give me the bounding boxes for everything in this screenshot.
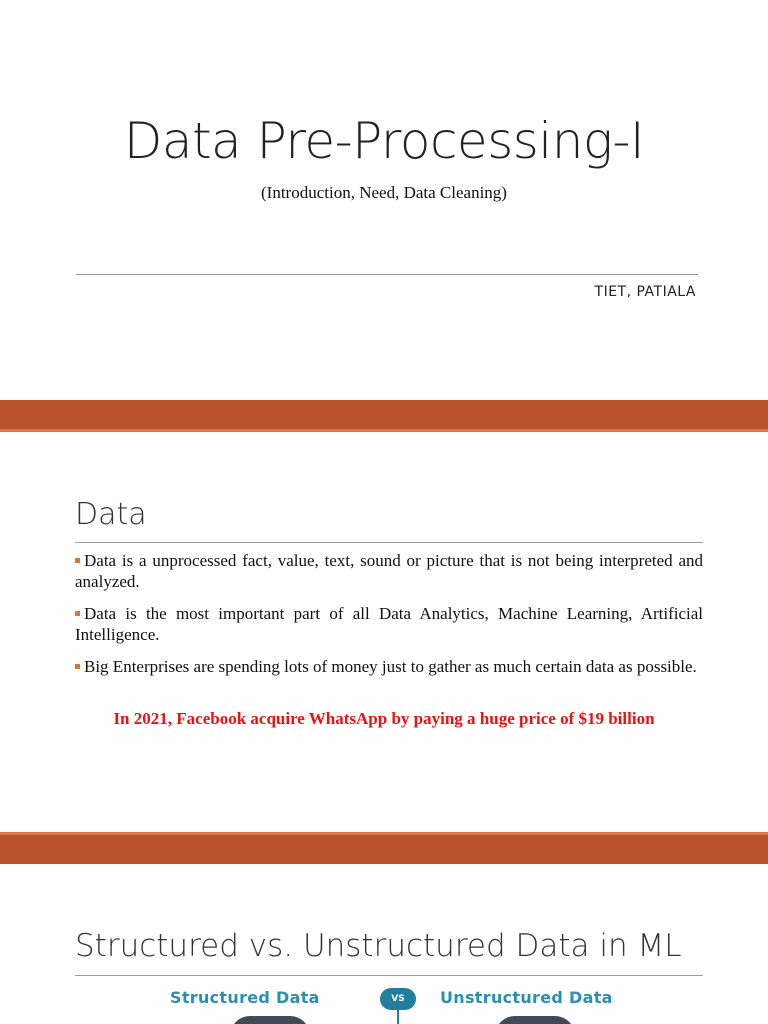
title-slide <box>0 0 768 400</box>
slide-separator <box>0 832 768 864</box>
list-item: Data is a unprocessed fact, value, text, sound or picture that is not being interpreted and analyzed. <box>75 551 703 591</box>
bullet-icon <box>75 558 80 563</box>
vs-badge: VS <box>380 988 416 1010</box>
bullet-icon <box>75 611 80 616</box>
vs-connector <box>397 1010 399 1024</box>
highlight-note: In 2021, Facebook acquire WhatsApp by paying a huge price of $19 billion <box>113 709 655 728</box>
data-slide <box>0 432 768 832</box>
structured-data-label: Structured Data <box>170 988 320 1007</box>
slide-heading: Structured vs. Unstructured Data in ML <box>75 928 682 964</box>
slide-heading: Data <box>75 497 147 532</box>
organization-label: TIET, PATIALA <box>594 284 696 300</box>
unstructured-data-label: Unstructured Data <box>440 988 613 1007</box>
bullet-list <box>75 550 703 688</box>
title-divider <box>76 274 698 275</box>
list-item: Big Enterprises are spending lots of money just to gather as much certain data as possible. <box>75 656 703 677</box>
page-title: Data Pre-Processing-I <box>123 112 645 170</box>
list-item: Data is the most important part of all Data Analytics, Machine Learning, Artificial Intelligence. <box>75 604 703 644</box>
heading-divider <box>75 975 703 976</box>
slide-separator <box>0 400 768 432</box>
unstructured-data-icon <box>495 1016 575 1024</box>
page-subtitle: (Introduction, Need, Data Cleaning) <box>261 183 507 202</box>
bullet-icon <box>75 664 80 669</box>
structured-vs-unstructured-slide <box>0 864 768 1024</box>
structured-data-icon <box>230 1016 310 1024</box>
comparison-graphic <box>75 980 703 1024</box>
heading-divider <box>75 542 703 543</box>
